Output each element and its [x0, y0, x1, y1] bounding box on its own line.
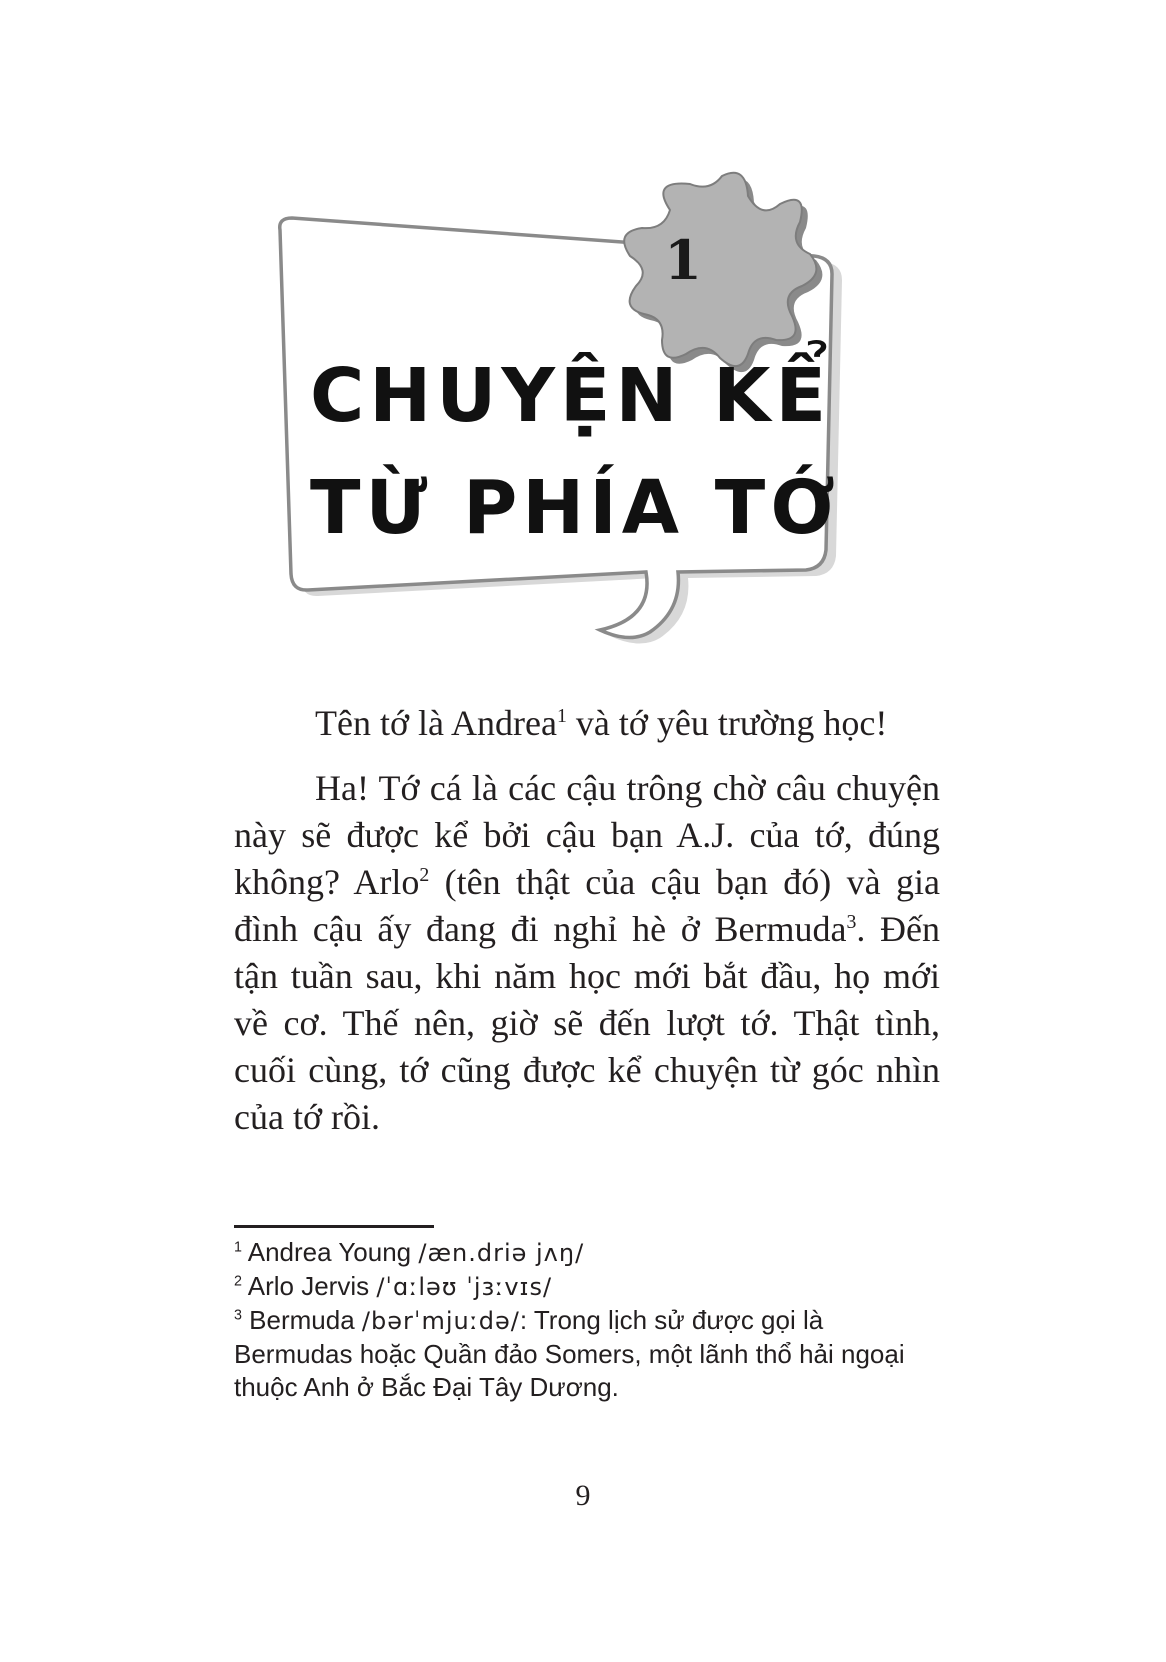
page-number: 9	[575, 1479, 591, 1512]
footnote-description: : Trong lịch sử được gọi là Bermudas hoặc Quần đảo Somers, một lãnh thổ hải ngoại thuộc Anh ở Bắc Đại Tây Dương.	[234, 1305, 905, 1402]
footnote-3	[234, 1304, 940, 1404]
paragraph-2-text-a: Ha! Tớ cá là các cậu trông chờ câu chuyện này sẽ được kể bởi cậu bạn A.J. của tớ, đúng không? Arlo	[234, 768, 940, 902]
footnote-pronunciation: /ˈɑːləʊ ˈjɜːvɪs/	[376, 1273, 553, 1301]
footnote-ref-1: 1	[556, 705, 567, 727]
footnote-mark: 1	[234, 1239, 242, 1256]
footnote-text: Bermuda	[241, 1305, 362, 1335]
footnote-pronunciation: /æn.driə jʌŋ/	[418, 1239, 585, 1267]
footnote-divider	[234, 1225, 434, 1228]
footnote-2	[234, 1270, 940, 1304]
footnote-mark: 2	[234, 1273, 242, 1290]
footnote-1	[234, 1236, 940, 1270]
footnote-text: Andrea Young	[241, 1237, 419, 1267]
footnotes	[234, 1236, 940, 1404]
footnote-mark: 3	[234, 1307, 242, 1324]
paragraph-1-text-a: Tên tớ là Andrea	[315, 703, 557, 743]
footnote-pronunciation: /bərˈmjuːdə/	[361, 1307, 520, 1335]
chapter-title	[310, 340, 840, 564]
body-text	[234, 700, 940, 1159]
paragraph-2-text-c: . Đến tận tuần sau, khi năm học mới bắt đầu, họ mới về cơ. Thế nên, giờ sẽ đến lượt tớ. Thật tình, cuối cùng, tớ cũng được kể chuyện từ góc nhìn của tớ rồi.	[234, 909, 940, 1137]
footnote-ref-2: 2	[419, 864, 430, 886]
chapter-title-line-2: TỪ PHÍA TỚ	[310, 465, 840, 551]
paragraph-2-text-b: (tên thật của cậu bạn đó) và gia đình cậu ấy đang đi nghỉ hè ở Bermuda	[234, 862, 940, 949]
chapter-number: 1	[664, 228, 702, 292]
chapter-title-line-1: CHUYỆN KỂ	[310, 353, 832, 439]
paragraph-1-text-b: và tớ yêu trường học!	[566, 703, 888, 743]
footnote-ref-3: 3	[846, 911, 857, 933]
paragraph-2	[234, 765, 940, 1141]
paragraph-1	[234, 700, 940, 747]
footnote-text: Arlo Jervis	[241, 1271, 377, 1301]
